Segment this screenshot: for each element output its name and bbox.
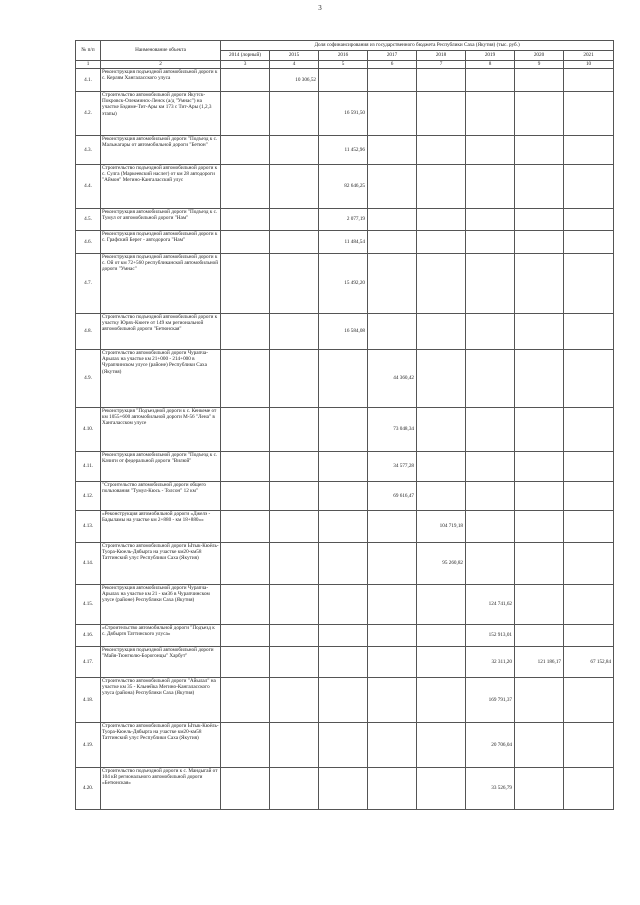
funding-value: 2 077,19 [319,209,368,231]
funding-value [368,678,417,723]
funding-value [270,231,319,254]
funding-value [515,723,564,768]
funding-value [417,165,466,209]
funding-value: 152 913,01 [466,625,515,647]
row-number: 4.19. [76,723,101,768]
index-cell: 1 [76,61,101,69]
row-number: 4.1. [76,69,101,92]
table-row [76,314,614,350]
table-row [76,543,614,585]
funding-value [368,723,417,768]
funding-value [221,511,270,543]
funding-value [417,92,466,136]
table-row [76,723,614,768]
funding-value: 10 306,52 [270,69,319,92]
index-cell: 8 [466,61,515,69]
row-number: 4.20. [76,768,101,810]
funding-value [319,482,368,511]
table-row [76,136,614,165]
funding-value [417,254,466,314]
funding-value [221,231,270,254]
funding-value [319,452,368,482]
page-number: 3 [318,4,322,12]
row-number: 4.2. [76,92,101,136]
year-header: 2021 [564,51,614,61]
funding-value [417,69,466,92]
year-header: 2015 [270,51,319,61]
funding-value [368,625,417,647]
name-column-header: Наименование объекта [101,41,221,61]
index-cell: 10 [564,61,614,69]
funding-value [270,408,319,452]
funding-value [515,482,564,511]
funding-value [564,314,614,350]
funding-value [564,254,614,314]
funding-value [319,723,368,768]
funding-value [221,647,270,678]
row-number: 4.15. [76,585,101,625]
row-number: 4.6. [76,231,101,254]
funding-value: 124 741,62 [466,585,515,625]
index-cell: 4 [270,61,319,69]
row-number: 4.8. [76,314,101,350]
funding-value [368,136,417,165]
table-row [76,482,614,511]
index-cell: 5 [319,61,368,69]
funding-value [515,625,564,647]
funding-value: 11 452,96 [319,136,368,165]
funding-value [515,511,564,543]
funding-value [564,92,614,136]
row-number: 4.4. [76,165,101,209]
table-header [76,41,614,69]
funding-value [270,165,319,209]
funding-value [417,482,466,511]
funding-value [417,314,466,350]
funding-value [417,585,466,625]
funding-value [221,452,270,482]
object-name: Реконструкция подъездной автомобильной дороги "Майя-Тюнгюлю-Борогонцы" Харбут" [101,647,221,678]
index-row [76,61,614,69]
funding-value [270,723,319,768]
object-name: Строительство подъездной дороги к с. Мандыгай от 104 кВ регионального автомобильной дороги «Бетюнская» [101,768,221,810]
object-name: Строительство подъездной автомобильной дороги к участку Юрях-Кюеге от 149 км региональной автомобильной дороги "Бетюнская" [101,314,221,350]
funding-value [417,408,466,452]
index-cell: 9 [515,61,564,69]
object-name: Реконструкция автомобильной дороги "Подъезд к с. Мальжагары от автомобильной дороги "Бетюн" [101,136,221,165]
funding-value [417,647,466,678]
funding-value [417,231,466,254]
table-row [76,231,614,254]
funding-value [270,92,319,136]
index-cell: 7 [417,61,466,69]
funding-value [221,165,270,209]
funding-value: 82 646,25 [319,165,368,209]
year-header: 2017 [368,51,417,61]
row-number: 4.3. [76,136,101,165]
funding-value [417,768,466,810]
row-number: 4.10. [76,408,101,452]
funding-value [221,69,270,92]
funding-value [221,92,270,136]
object-name: Реконструкция подъездной автомобильной дороги к с. Керлям Хангаласского улуса [101,69,221,92]
object-name: Реконструкция автомобильной дороги "Подъезд к с. Качиги от федеральной дороги "Вилюй" [101,452,221,482]
object-name: "Строительство автомобильной дороги общего пользования "Тумул-Кюсь - Толсон" 12 км" [101,482,221,511]
funding-value [221,723,270,768]
table-row [76,350,614,408]
funding-value [368,314,417,350]
funding-value [515,209,564,231]
table-row [76,647,614,678]
funding-value: 169 791,37 [466,678,515,723]
funding-value [564,511,614,543]
index-cell: 2 [101,61,221,69]
table-row [76,209,614,231]
funding-value [319,625,368,647]
funding-value [368,647,417,678]
funding-value [319,647,368,678]
funding-value [368,209,417,231]
funding-value [319,350,368,408]
funding-table [75,40,614,810]
funding-value [368,69,417,92]
funding-value [515,254,564,314]
object-name: Строительство автомобильной дороги Якутск-Покровск-Олекминск-Ленск (а/д "Умнас") на участке Бэдиме-Тит-Ары км 173 с Тит-Ары (1,2,3 этапы) [101,92,221,136]
funding-value [466,209,515,231]
funding-value [564,723,614,768]
funding-value [564,678,614,723]
year-header: 2016 [319,51,368,61]
funding-value [515,678,564,723]
table-row [76,625,614,647]
funding-title: Доля софинансирования из государственного бюджета Республики Саха (Якутия) (тыс. руб.) [221,41,614,51]
funding-value [417,452,466,482]
funding-value [319,678,368,723]
table-row [76,511,614,543]
funding-value [515,350,564,408]
funding-value [270,543,319,585]
funding-value [221,314,270,350]
funding-value [515,165,564,209]
funding-value [221,585,270,625]
table-row [76,678,614,723]
funding-value [515,136,564,165]
funding-value [368,768,417,810]
funding-value: 34 577,28 [368,452,417,482]
object-name: «Реконструкция автомобильной дороги «Джелэ - Бадыламы на участке км 2+880 - км 18+880»» [101,511,221,543]
funding-value [319,69,368,92]
funding-value [564,408,614,452]
object-name: Реконструкция автомобильной дороги Чурапча-Арылах на участке км 21 - км36 в Чурапчинском улусе (районе) Республики Саха (Якутия) [101,585,221,625]
table-row [76,585,614,625]
row-number: 4.9. [76,350,101,408]
funding-value [270,678,319,723]
row-number: 4.14. [76,543,101,585]
funding-value [319,511,368,543]
table-row [76,165,614,209]
funding-value [515,585,564,625]
index-cell: 3 [221,61,270,69]
object-name: Строительство автомобильной дороги Чурапча-Арылах на участке км 21+000 - 214+000 в Чурапчинском улусе (районе) Республики Саха (Якутия) [101,350,221,408]
funding-value [368,254,417,314]
year-header: 2014 (лорный) [221,51,270,61]
table-row [76,408,614,452]
funding-value [466,92,515,136]
funding-value [466,231,515,254]
funding-value [466,511,515,543]
funding-value: 16 591,50 [319,92,368,136]
funding-value [564,625,614,647]
funding-value [515,768,564,810]
object-name: «Строительство автомобильной дороги "Подъезд к с. Дябыргя Таттинского улуса» [101,625,221,647]
funding-value [564,231,614,254]
funding-value [221,625,270,647]
funding-value [515,314,564,350]
funding-value [564,452,614,482]
funding-value [221,768,270,810]
funding-value [466,165,515,209]
funding-value [368,92,417,136]
funding-value [564,482,614,511]
object-name: Реконструкция "Подъездной дороги к с. Кенкеме от км 1055+600 автомобильной дороги М-56 "Лена" в Хангаласском улусе [101,408,221,452]
funding-value [515,92,564,136]
num-column-header: № п/п [76,41,101,61]
object-name: Строительство автомобильной дороги "Айылал" на участке км 35 - Кльнейка Мегино-Кангаласского улуса (района) Республики Саха (Якутия) [101,678,221,723]
year-header: 2020 [515,51,564,61]
funding-value [564,768,614,810]
funding-value [368,543,417,585]
row-number: 4.13. [76,511,101,543]
funding-value [221,350,270,408]
funding-value [221,136,270,165]
funding-value [270,511,319,543]
funding-value [270,452,319,482]
funding-value [515,408,564,452]
funding-value [221,678,270,723]
row-number: 4.12. [76,482,101,511]
funding-value [417,678,466,723]
table-row [76,254,614,314]
funding-value [221,408,270,452]
funding-value [270,647,319,678]
table-body [76,69,614,810]
funding-value [466,482,515,511]
funding-value: 33 526,79 [466,768,515,810]
funding-value [564,543,614,585]
funding-value [564,585,614,625]
funding-value: 20 706,04 [466,723,515,768]
funding-value: 67 152,84 [564,647,614,678]
funding-value [417,136,466,165]
funding-value [319,408,368,452]
funding-value [564,209,614,231]
funding-value [319,585,368,625]
object-name: Строительство подъездной автомобильной дороги к с. Сулга (Маркеевский наслег) от км 28 автодороги "Аймон" Мегино-Кангаласский улус [101,165,221,209]
funding-value: 11 484,54 [319,231,368,254]
funding-value: 95 260,82 [417,543,466,585]
index-cell: 6 [368,61,417,69]
row-number: 4.5. [76,209,101,231]
funding-value [221,254,270,314]
table-row [76,452,614,482]
funding-value [270,254,319,314]
funding-value [466,254,515,314]
funding-value [564,350,614,408]
funding-value [270,209,319,231]
funding-value [564,136,614,165]
funding-value [466,408,515,452]
row-number: 4.7. [76,254,101,314]
funding-value: 16 584,08 [319,314,368,350]
funding-value [368,231,417,254]
funding-value [319,768,368,810]
funding-value [368,165,417,209]
funding-value [466,136,515,165]
row-number: 4.17. [76,647,101,678]
funding-value: 121 186,17 [515,647,564,678]
funding-value [368,585,417,625]
funding-value [270,585,319,625]
object-name: Строительство автомобильной дороги Ытык-Кюёль-Туора-Кюель-Дябырга на участке км20-км58 Таттинский улус Республики Саха (Якутия) [101,723,221,768]
funding-value [564,165,614,209]
object-name: Реконструкция автомобильной дороги "Подъезд к с. Тумул от автомобильной дороги "Нам" [101,209,221,231]
funding-value [270,625,319,647]
funding-value [564,69,614,92]
funding-value [515,452,564,482]
table-row [76,69,614,92]
funding-value: 69 616,47 [368,482,417,511]
funding-value [270,350,319,408]
funding-value [417,625,466,647]
funding-value [319,543,368,585]
funding-value [270,768,319,810]
funding-value [417,350,466,408]
funding-value: 104 719,18 [417,511,466,543]
funding-value [221,543,270,585]
object-name: Реконструкция подъездной автомобильной дороги к с. Графский Берег - автодорога "Нам" [101,231,221,254]
funding-value [466,350,515,408]
funding-value [417,723,466,768]
object-name: Строительство автомобильной дороги Ытык-Кюёль-Туора-Кюель-Дябырга на участке км20-км58 Таттинский улус Республики Саха (Якутия) [101,543,221,585]
funding-value [270,314,319,350]
funding-value [466,314,515,350]
funding-value [270,136,319,165]
object-name: Реконструкция подъездной автомобильной дороги к с. Ой от км 72+560 республиканской автомобильной дороги "Умнас" [101,254,221,314]
funding-value [466,452,515,482]
funding-value [270,482,319,511]
funding-value [221,482,270,511]
funding-value: 15 492,20 [319,254,368,314]
funding-value [466,69,515,92]
row-number: 4.18. [76,678,101,723]
row-number: 4.11. [76,452,101,482]
funding-value: 73 048,34 [368,408,417,452]
year-header: 2018 [417,51,466,61]
funding-value [515,231,564,254]
funding-value: 32 311,20 [466,647,515,678]
year-header: 2019 [466,51,515,61]
funding-value [368,511,417,543]
funding-value [417,209,466,231]
table-row [76,92,614,136]
funding-value: 44 360,42 [368,350,417,408]
funding-value [466,543,515,585]
funding-value [515,543,564,585]
table-row [76,768,614,810]
row-number: 4.16. [76,625,101,647]
funding-value [515,69,564,92]
funding-value [221,209,270,231]
